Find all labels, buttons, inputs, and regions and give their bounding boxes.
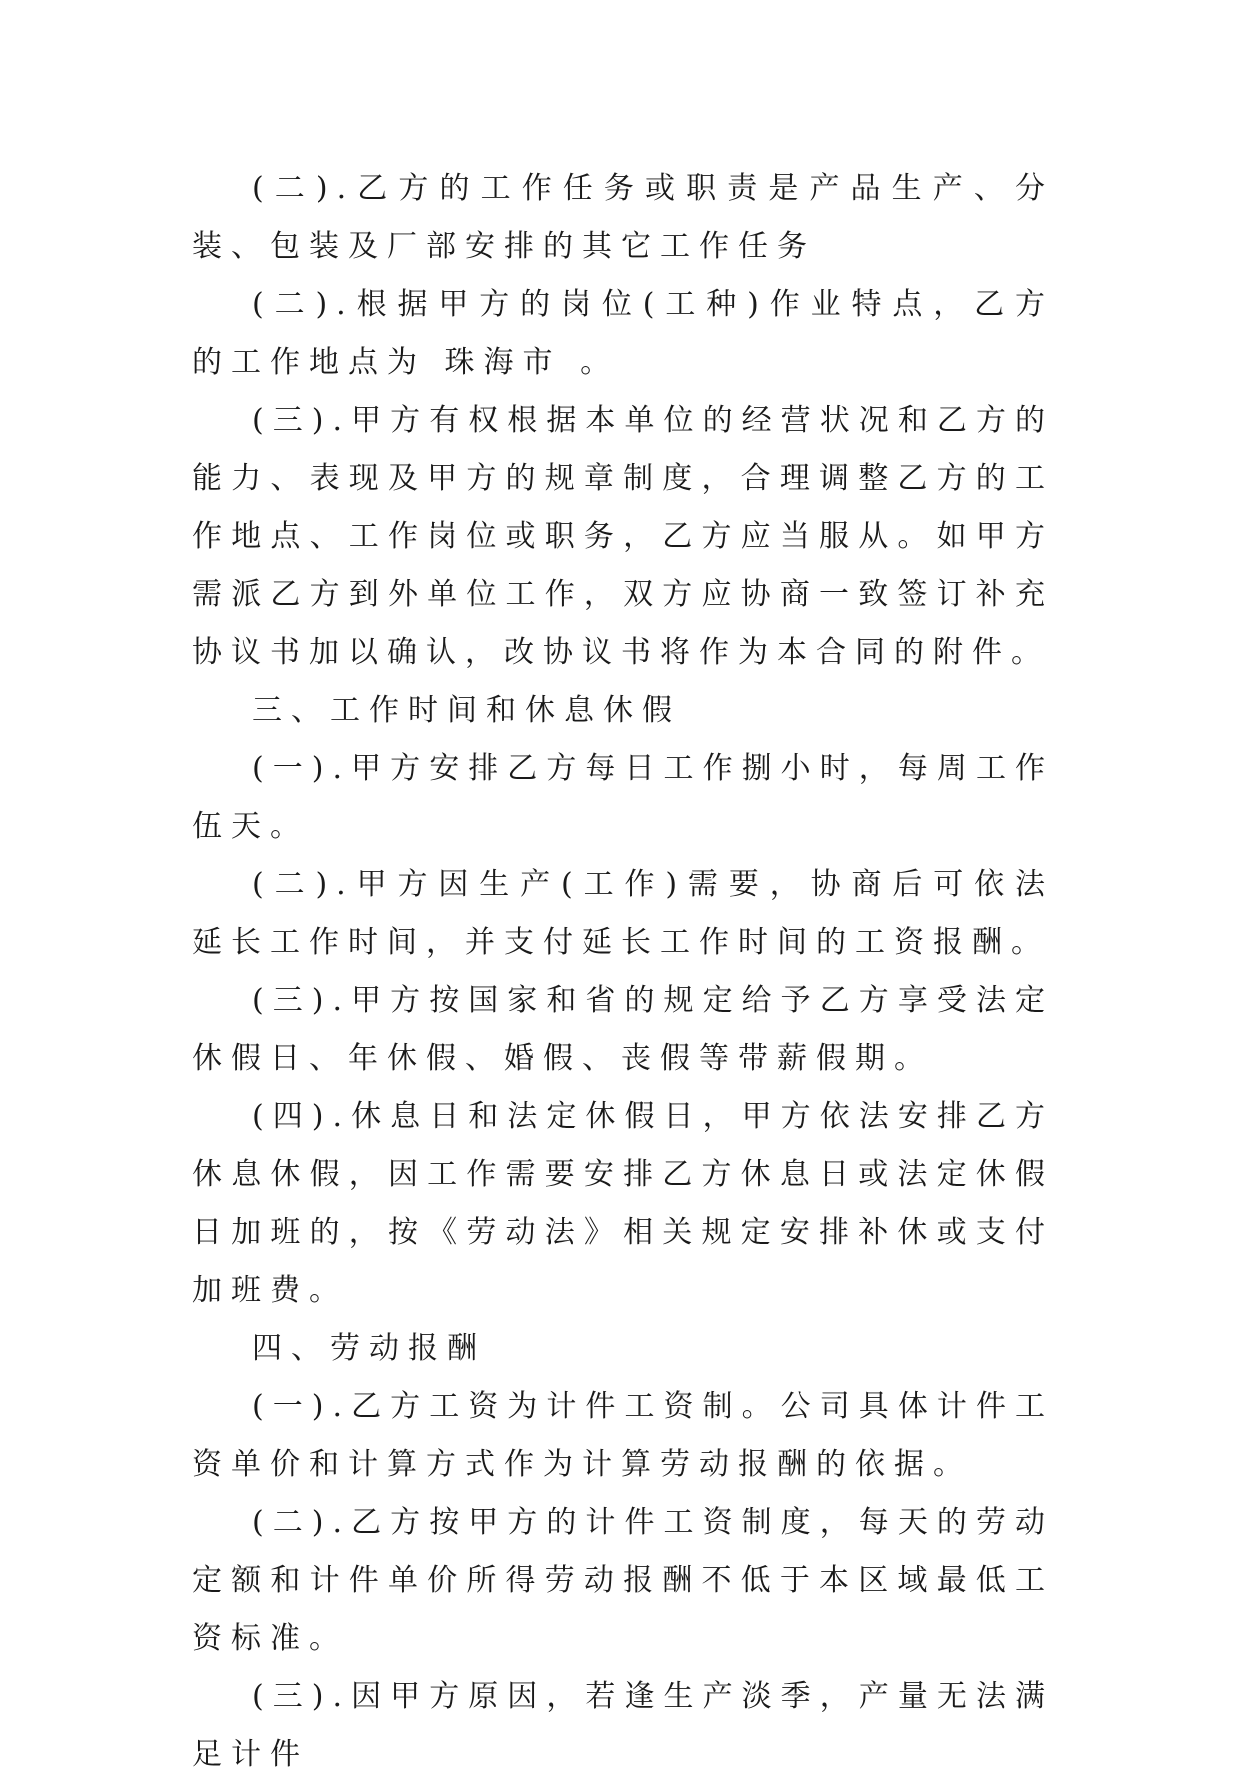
clause-4-2-minimum-wage: (二).乙方按甲方的计件工资制度，每天的劳动定额和计件单价所得劳动报酬不低于本区域最低工资标准。: [192, 1505, 1054, 1656]
clause-3-1-hours: (一).甲方安排乙方每日工作捌小时，每周工作伍天。: [192, 751, 1054, 844]
clause-4-1-piece-rate: (一).乙方工资为计件工资制。公司具体计件工资单价和计算方式作为计算劳动报酬的依据。: [192, 1389, 1054, 1482]
clause-3-3-holidays: (三).甲方按国家和省的规定给予乙方享受法定休假日、年休假、婚假、丧假等带薪假期。: [192, 983, 1054, 1076]
document-body: [192, 160, 1054, 1784]
clause-3-2-overtime: (二).甲方因生产(工作)需要，协商后可依法延长工作时间，并支付延长工作时间的工资报酬。: [192, 867, 1054, 960]
section-4-heading: 四、劳动报酬: [252, 1331, 486, 1366]
clause-2-3-adjustment: (三).甲方有权根据本单位的经营状况和乙方的能力、表现及甲方的规章制度，合理调整乙方的工作地点、工作岗位或职务，乙方应当服从。如甲方需派乙方到外单位工作，双方应协商一致签订补充协议书加以确认，改协议书将作为本合同的附件。: [192, 403, 1054, 670]
clause-4-3-off-season: (三).因甲方原因，若逢生产淡季，产量无法满足计件: [192, 1679, 1054, 1772]
clause-2-2-location: (二).根据甲方的岗位(工种)作业特点，乙方的工作地点为 珠海市 。: [192, 287, 1054, 380]
clause-3-4-rest-days: (四).休息日和法定休假日，甲方依法安排乙方休息休假，因工作需要安排乙方休息日或法定休假日加班的，按《劳动法》相关规定安排补休或支付加班费。: [192, 1099, 1054, 1308]
clause-2-2-duties: (二).乙方的工作任务或职责是产品生产、分装、包装及厂部安排的其它工作任务: [192, 171, 1054, 264]
section-3-heading: 三、工作时间和休息休假: [252, 693, 681, 728]
